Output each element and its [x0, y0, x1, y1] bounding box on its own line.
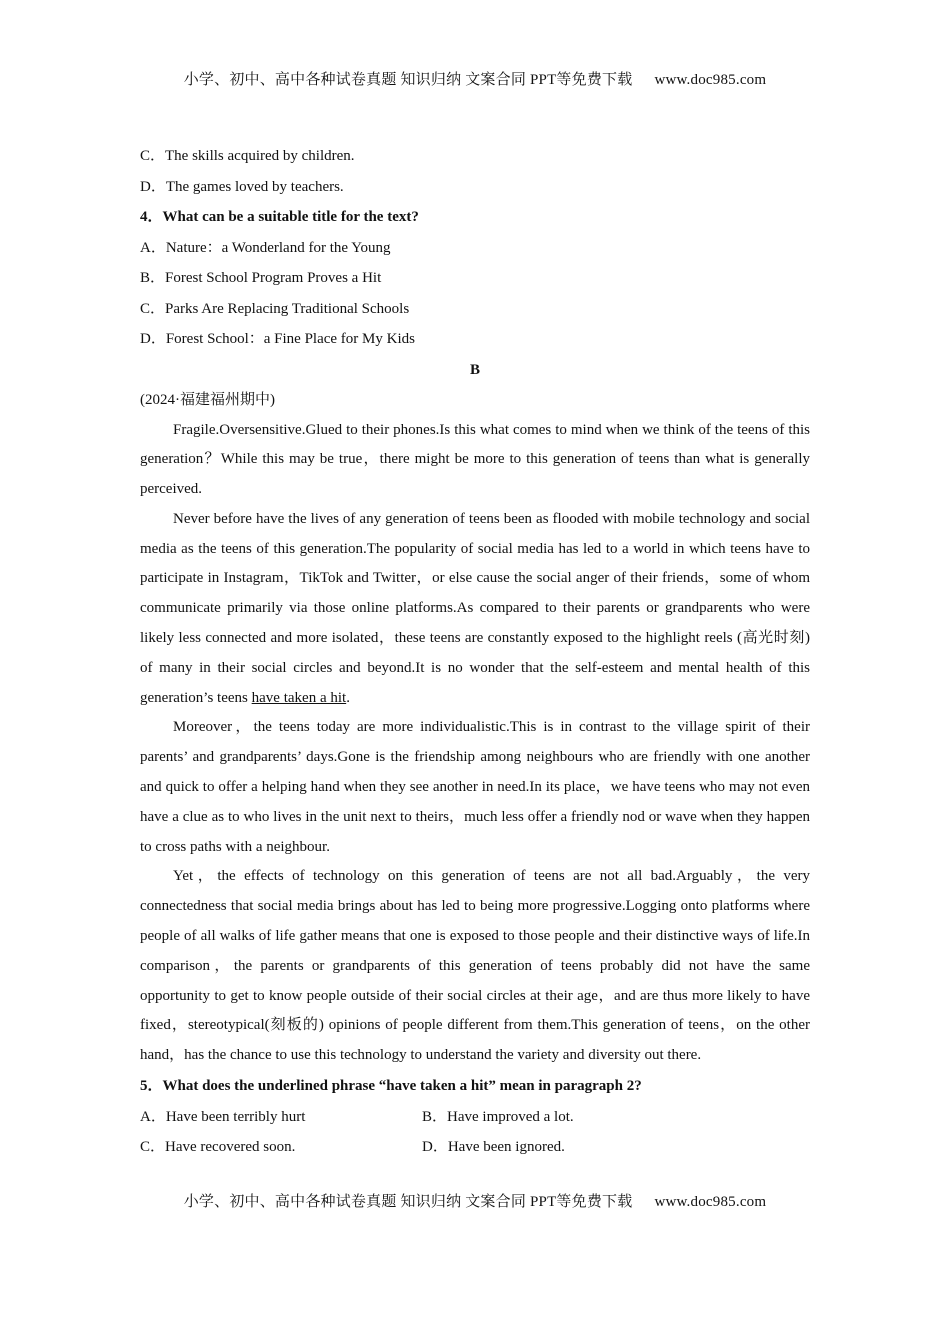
underlined-phrase: have taken a hit	[251, 689, 347, 706]
passage-paragraph-4	[140, 862, 810, 1071]
p2-end: .	[346, 689, 350, 706]
header-text: 小学、初中、高中各种试卷真题 知识归纳 文案合同 PPT等免费下载	[183, 72, 633, 88]
p1-text: Fragile.Oversensitive.Glued to their phones.Is this what comes to mind when we think of the teens of this generation？While this may be true，there might be more to this generation of teens than what is generally perceived.	[140, 421, 810, 498]
section-letter: B	[469, 361, 480, 378]
q5-options-row-1	[140, 1102, 810, 1132]
passage-paragraph-3	[140, 713, 810, 862]
q3-option-d: D．The games loved by teachers.	[140, 178, 344, 195]
q5-question: 5．What does the underlined phrase “have taken a hit” mean in paragraph 2?	[140, 1078, 642, 1095]
q5-option-d: D．Have been ignored.	[422, 1138, 565, 1155]
q5-option-b: B．Have improved a lot.	[422, 1108, 574, 1125]
q4-option-d: D．Forest School：a Fine Place for My Kids	[140, 331, 415, 347]
passage-paragraph-2	[140, 505, 810, 714]
p2-text: Never before have the lives of any generation of teens been as flooded with mobile technology and social media as the teens of this generation.The popularity of social media has led to a world in which teens have to participate in Instagram，TikTok and Twitter，or else cause the social anger of their friends，some of whom communicate primarily via those online platforms.As compared to their parents or grandparents who were likely less connected and more isolated，these teens are constantly exposed to the highlight reels (高光时刻) of many in their social circles and beyond.It is no wonder that the self-esteem and mental health of this generation’s teens	[140, 510, 810, 706]
page-footer	[0, 1190, 950, 1211]
passage-paragraph-1	[140, 416, 810, 505]
footer-text: 小学、初中、高中各种试卷真题 知识归纳 文案合同 PPT等免费下载	[183, 1194, 633, 1210]
q5-option-c: C．Have recovered soon.	[140, 1138, 296, 1155]
q4-option-b: B．Forest School Program Proves a Hit	[140, 270, 382, 286]
p4-text: Yet，the effects of technology on this generation of teens are not all bad.Arguably，the very connectedness that social media brings about has led to being more progressive.Logging onto platforms where people of all walks of life gather means that one is exposed to those people and their distinctive ways of life.In comparison，the parents or grandparents of this generation of teens probably did not have the same opportunity to get to know people outside of their social circles at their age，and are thus more likely to have fixed，stereotypical(刻板的) opinions of people different from them.This generation of teens，on the other hand，has the chance to use this technology to understand the variety and diversity out there.	[140, 868, 810, 1064]
footer-url[interactable]: www.doc985.com	[654, 1194, 767, 1210]
header-url[interactable]: www.doc985.com	[654, 72, 767, 88]
p3-text: Moreover，the teens today are more individualistic.This is in contrast to the village spirit of their parents’ and grandparents’ days.Gone is the friendship among neighbours who are friendly with one another and quick to offer a helping hand when they see another in need.In its place，we have teens who may not even have a clue as to who lives in the unit next to theirs，much less offer a friendly nod or wave when they happen to cross paths with a neighbour.	[140, 719, 810, 855]
passage-source: (2024·福建福州期中)	[140, 392, 275, 408]
q5-options-row-2	[140, 1132, 810, 1162]
page-header	[0, 68, 950, 89]
q5-option-a: A．Have been terribly hurt	[140, 1108, 306, 1125]
q4-option-a: A．Nature：a Wonderland for the Young	[140, 239, 391, 256]
q4-option-c: C．Parks Are Replacing Traditional Schools	[140, 300, 410, 317]
document-body	[140, 141, 810, 1162]
q4-question: 4．What can be a suitable title for the text?	[140, 209, 419, 225]
q3-option-c: C．The skills acquired by children.	[140, 148, 355, 164]
